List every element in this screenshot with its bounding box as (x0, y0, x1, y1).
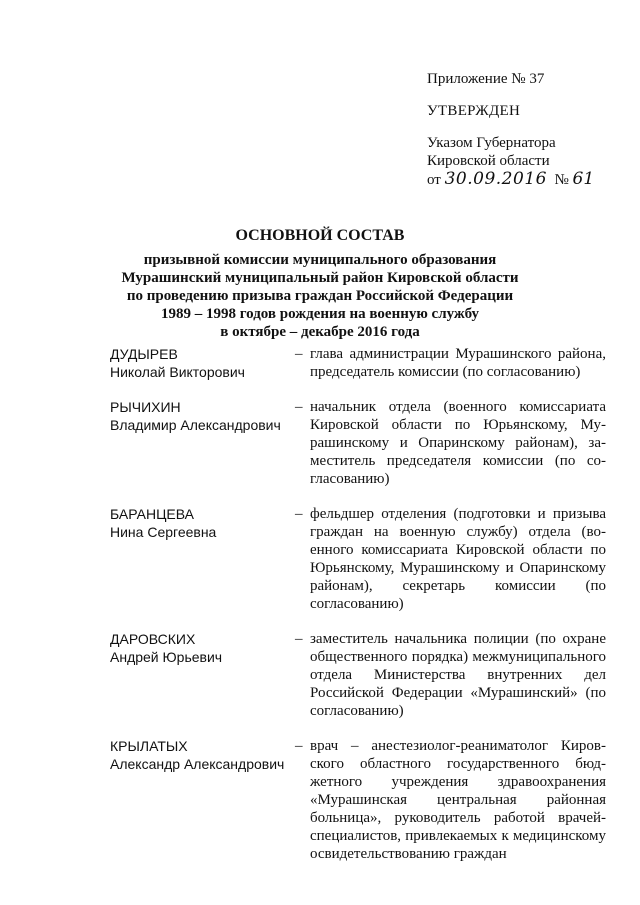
member-dash: – (295, 506, 303, 522)
title-line: 1989 – 1998 годов рождения на военную службу (160, 306, 480, 322)
title-main: ОСНОВНОЙ СОСТАВ (235, 227, 405, 244)
member-role: начальник отдела (военного комиссариата Кировской области по Юрьянскому, Мурашинскому и Опаринскому районам), заместитель председателя комиссии (по согласованию) (310, 399, 606, 487)
member-dash: – (295, 399, 303, 415)
handwritten-number: 61 (572, 169, 595, 189)
member-surname: РЫЧИХИН (110, 399, 181, 415)
member-dash: – (295, 346, 303, 362)
member-given-names: Андрей Юрьевич (110, 649, 223, 665)
member-given-names: Владимир Александрович (110, 417, 281, 433)
member-entry (110, 737, 610, 863)
member-role: фельдшер отделения (подготовки и призыва граждан на военную службу) отдела (военного комиссариата Кировской области по Юрьянскому, Мурашинскому и Опаринскому районам), секретарь комиссии (по согласованию) (310, 506, 606, 612)
decree-line-2: Кировской области (427, 153, 550, 169)
member-entry (110, 630, 610, 720)
date-prefix: от (427, 172, 441, 188)
annex-number: Приложение № 37 (427, 71, 545, 87)
member-entry (110, 345, 610, 381)
member-given-names: Николай Викторович (110, 364, 245, 380)
member-role: врач – анестезиолог-реаниматолог Кировского областного государственного бюджетного учреждения здравоохранения «Мурашинская центральная районная больница», руководитель работой врачей-специалистов, привлекаемых к медицинскому освидетельствованию граждан (310, 738, 606, 862)
member-name (110, 737, 285, 773)
number-label: № (554, 172, 569, 188)
approval-block (427, 70, 627, 189)
decree-line-1: Указом Губернатора (427, 135, 556, 151)
member-role: заместитель начальника полиции (по охране общественного порядка) межмуниципального отдела Министерства внутренних дел Российской Федерации «Мурашинский» (по согласованию) (310, 631, 606, 719)
member-surname: ДАРОВСКИХ (110, 631, 196, 647)
member-name (110, 398, 285, 434)
member-surname: БАРАНЦЕВА (110, 506, 194, 522)
member-name (110, 630, 285, 666)
decree-date-line (427, 170, 627, 189)
member-role: глава администрации Мурашинского района, председатель комиссии (по согласованию) (310, 346, 606, 380)
title-line: по проведению призыва граждан Российской Федерации (126, 288, 514, 304)
members-list (110, 345, 610, 863)
member-dash: – (295, 738, 303, 754)
member-entry (110, 398, 610, 488)
member-given-names: Нина Сергеевна (110, 524, 217, 540)
member-surname: ДУДЫРЕВ (110, 346, 178, 362)
title-line: Мурашинский муниципальный район Кировской области (121, 270, 519, 286)
title-line: в октябре – декабре 2016 года (220, 324, 420, 340)
member-name (110, 345, 285, 381)
member-name (110, 505, 285, 541)
handwritten-date: 30.09.2016 (444, 169, 547, 189)
title-line: призывной комиссии муниципального образования (143, 252, 497, 268)
document-title (100, 227, 540, 341)
member-dash: – (295, 631, 303, 647)
member-surname: КРЫЛАТЫХ (110, 738, 188, 754)
member-given-names: Александр Александрович (110, 756, 285, 772)
member-entry (110, 505, 610, 613)
approved-stamp-text: УТВЕРЖДЕН (427, 103, 521, 119)
